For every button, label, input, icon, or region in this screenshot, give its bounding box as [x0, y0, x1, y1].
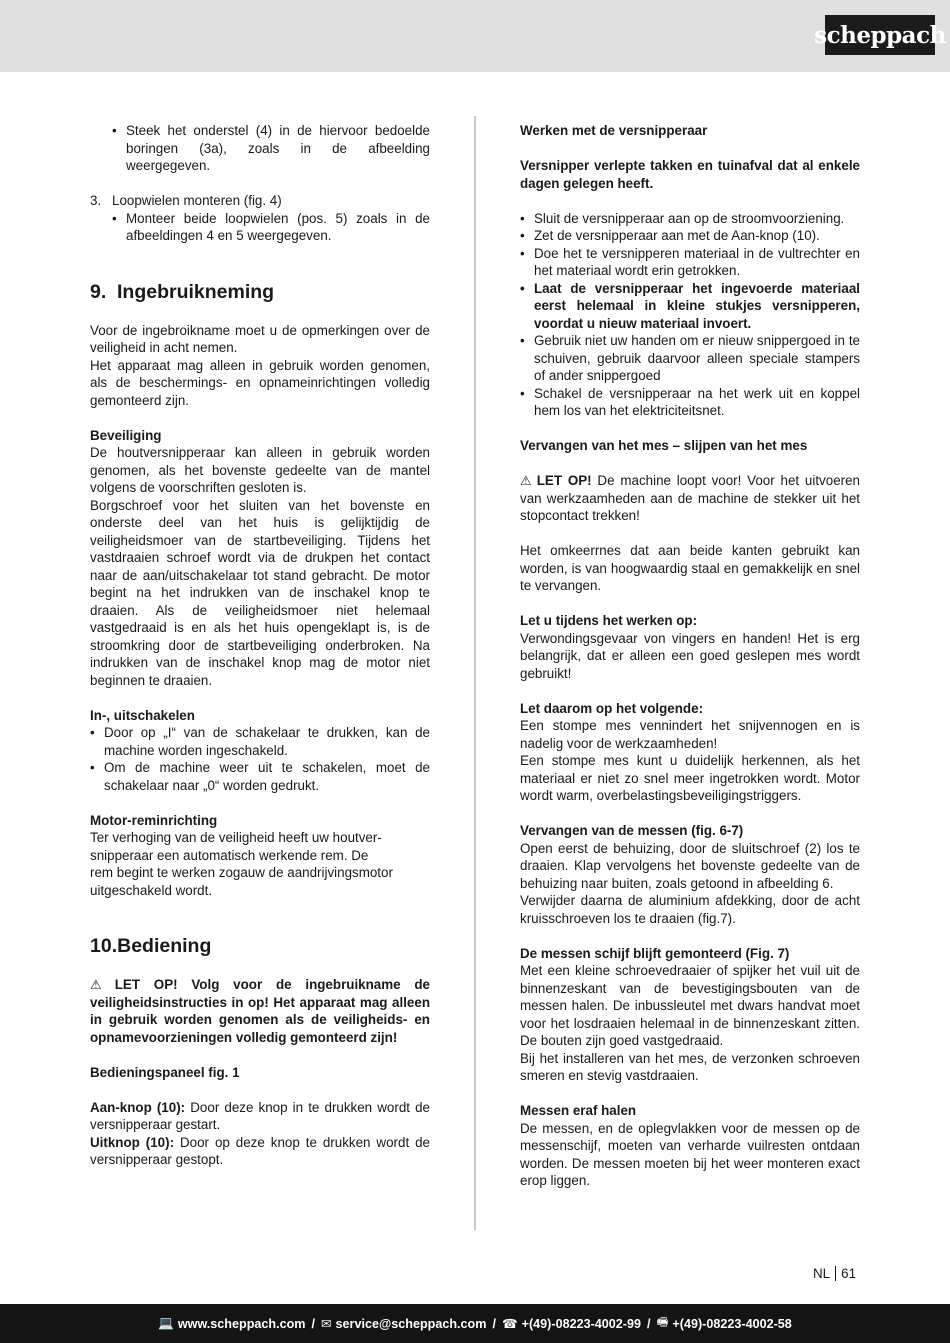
werken-bullet-list	[520, 210, 860, 420]
website-link[interactable]: www.scheppach.com	[177, 1316, 306, 1331]
subheading-schakelen: In-, uitschakelen	[90, 707, 195, 723]
page-number-separator	[835, 1266, 836, 1281]
subheading-vervangen-messen: Vervangen van de messen (fig. 6-7)	[520, 823, 744, 838]
paragraph: Het omkeerrnes dat aan beide kanten gebruikt kan worden, is van hoogwaardig staal en gemakkelijk en snel te vervangen.	[520, 543, 860, 593]
paragraph: Een stompe mes vennindert het snijvennogen en is nadelig voor de werkzaamheden!	[520, 718, 860, 751]
list-item: • Sluit de versnipperaar aan op de stroomvoorziening.	[520, 210, 860, 228]
list-item: • Steek het onderstel (4) in de hiervoor bedoelde boringen (3a), zoals in de afbeelding weergegeven.	[112, 122, 430, 175]
warning-label: LET OP!	[536, 473, 592, 488]
subheading-beveiliging: Beveiliging	[90, 427, 162, 443]
paragraph: Het apparaat mag alleen in gebruik worden genomen, als de beschermings- en opnameinrichtingen volledig gemonteerd zijn.	[90, 357, 430, 408]
subheading-bedieningspaneel: Bedieningspaneel fig. 1	[90, 1064, 240, 1080]
page-number	[813, 1265, 856, 1282]
aan-knop-label: Aan-knop (10):	[90, 1099, 186, 1115]
subheading-daarom: Let daarom op het volgende:	[520, 700, 704, 716]
phone-number: +(49)-08223-4002-99	[521, 1316, 642, 1331]
aan-knop-paragraph	[90, 1099, 430, 1134]
paragraph-line: snipperaar een automatisch werkende rem. De	[90, 847, 369, 863]
intro-bullet-list	[112, 122, 430, 175]
paragraph: Borgschroef voor het sluiten van het bovenste en onderste deel van het huis is gelijktijdig de veiligheidsmoer van de startbeveiliging. Tijdens het vastdraaien schroef wordt via de drukpen het contact naar de aan/uitschakelaar tot stand gebracht. De motor begint na het indrukken van de inschakel knop te draaien. Als de veiligheidsmoer niet helemaal vastgedraaid is en als het huis opengeklapt is, is de stroomkring door de startbeveiliging onderbroken. Na indrukken van de inschakel knop mag de motor niet beginnen te draaien.	[90, 497, 430, 688]
computer-icon: 💻	[158, 1316, 174, 1330]
list-item: • Gebruik niet uw handen om er nieuw snippergoed in te schuiven, gebruik daarvoor alleen speciale stampers of ander snippergoed	[520, 332, 860, 385]
item-number: 3.	[90, 193, 102, 208]
column-divider	[474, 116, 476, 1230]
uitknop-label: Uitknop (10):	[90, 1134, 175, 1150]
paragraph-line: uitgeschakeld wordt.	[90, 882, 213, 898]
phone-icon: ☎	[501, 1317, 518, 1331]
subheading-messen-schijf: De messen schijf blijft gemonteerd (Fig. 7)	[520, 945, 790, 961]
section-title: Bediening	[117, 935, 212, 957]
paragraph: Open eerst de behuizing, door de sluitschroef (2) los te draaien. Klap vervolgens het bovenste gedeelte van de behuizing naar buiten, zoals getoond in afbeelding 6.	[520, 840, 860, 891]
right-column	[520, 122, 860, 1190]
list-item: • Om de machine weer uit te schakelen, moet de schakelaar naar „0“ worden gedrukt.	[90, 759, 430, 794]
section-title: Ingebruikneming	[117, 280, 275, 303]
uitknop-paragraph	[90, 1134, 430, 1169]
paragraph-line: rem begint te werken zogauw de aandrijvingsmotor	[90, 865, 393, 880]
paragraph: De houtversnipperaar kan alleen in gebruik worden genomen, als het bovenste gedeelte van de mantel volgens de voorschriften gesloten is.	[90, 445, 430, 495]
item3-bullet-list	[112, 210, 430, 245]
paragraph: Met een kleine schroevedraaier of spijker het vuil uit de binnenzeskant van de bevestigingsbouten van de messen halen. De inbussleutel met dwars handvat moet voor het losdraaien helemaal in de binnenzeskant zitten. De bouten zijn goed vastgedraaid.	[520, 963, 860, 1048]
subheading-let-op: Let u tijdens het werken op:	[520, 613, 698, 628]
scheppach-logo: scheppach	[825, 15, 935, 55]
subheading-werken-sub: Versnipper verlepte takken en tuinafval dat al enkele dagen gelegen heeft.	[520, 158, 860, 191]
left-column	[90, 122, 430, 1169]
mail-icon: ✉	[320, 1317, 332, 1331]
list-item: • Monteer beide loopwielen (pos. 5) zoals in de afbeeldingen 4 en 5 weergegeven.	[112, 210, 430, 245]
numbered-item-3	[90, 192, 430, 210]
page-number-value: 61	[841, 1266, 857, 1281]
paragraph: De messen, en de oplegvlakken voor de messen op de messenschijf, moeten van verharde vuilresten ontdaan worden. De messen moeten bij het weer monteren exact erop liggen.	[520, 1120, 860, 1188]
footer-separator: /	[647, 1316, 651, 1331]
warning-paragraph	[90, 976, 430, 1046]
footer-bar	[0, 1304, 950, 1343]
warning-icon: ⚠	[90, 977, 112, 992]
paragraph: Een stompe mes kunt u duidelijk herkennen, als het materiaal er niet zo snel meer ingetrokken wordt. Motor wordt warm, overbelastingsbeveiligingstriggers.	[520, 753, 860, 803]
aan-knop-text: Door deze knop in te drukken wordt de versnipperaar gestart.	[90, 1099, 430, 1132]
paragraph: Verwondingsgevaar von vingers en handen! Het is erg belangrijk, dat er alleen een goed geslepen mes wordt gebruikt!	[520, 630, 860, 681]
list-item: • Schakel de versnipperaar na het werk uit en koppel hem los van het elektriciteitsnet.	[520, 385, 860, 420]
footer-separator: /	[492, 1316, 496, 1331]
list-item: • Door op „I“ van de schakelaar te drukken, kan de machine worden ingeschakeld.	[90, 724, 430, 759]
subheading-werken: Werken met de versnipperaar	[520, 123, 708, 138]
list-item: • Doe het te versnipperen materiaal in de vultrechter en het materiaal wordt erin getrokken.	[520, 245, 860, 280]
subheading-vervangen-mes: Vervangen van het mes – slijpen van het mes	[520, 438, 808, 453]
section-10-heading	[90, 934, 430, 958]
language-code: NL	[813, 1266, 831, 1281]
section-number: 10.	[90, 935, 118, 957]
paragraph: Voor de ingebroikname moet u de opmerkingen over de veiligheid in acht nemen.	[90, 322, 430, 355]
warning-text: LET OP! Volg voor de ingebruikname de veiligheidsinstructies in op! Het apparaat mag alleen in gebruik worden genomen als de veiligheids- en opnamevoorzieningen volledig gemonteerd zijn!	[90, 977, 431, 1045]
item-title: Loopwielen monteren (fig. 4)	[112, 193, 282, 208]
footer-separator: /	[311, 1316, 315, 1331]
paragraph: Verwijder daarna de aluminium afdekking, door de acht kruisschroeven los te draaien (fig.7).	[520, 893, 860, 926]
warning-text: De machine loopt voor! Voor het uitvoeren van werkzaamheden aan de machine de stekker uit het stopcontact trekken!	[520, 473, 861, 523]
header-bar	[0, 0, 950, 72]
section-9-heading	[90, 280, 430, 304]
paragraph-line: Ter verhoging van de veiligheid heeft uw houtver-	[90, 830, 382, 845]
list-item: • Zet de versnipperaar aan met de Aan-knop (10).	[520, 227, 860, 245]
list-item: • Laat de versnipperaar het ingevoerde materiaal eerst helemaal in kleine stukjes versnipperen, voordat u nieuw materiaal invoert.	[520, 280, 860, 333]
schakelen-bullet-list	[90, 724, 430, 794]
uitknop-text: Door op deze knop te drukken wordt de versnipperaar gestopt.	[90, 1134, 430, 1167]
paragraph: Bij het installeren van het mes, de verzonken schroeven smeren en stevig vastdraaien.	[520, 1050, 860, 1083]
warning-icon: ⚠	[520, 473, 534, 488]
warning-paragraph	[520, 472, 860, 525]
subheading-messen-eraf: Messen eraf halen	[520, 1103, 637, 1118]
fax-icon: 🖷	[656, 1315, 669, 1329]
fax-number: +(49)-08223-4002-58	[672, 1316, 792, 1331]
subheading-motor-rem: Motor-reminrichting	[90, 812, 218, 828]
section-number: 9.	[90, 280, 107, 303]
email-link[interactable]: service@scheppach.com	[335, 1316, 487, 1331]
